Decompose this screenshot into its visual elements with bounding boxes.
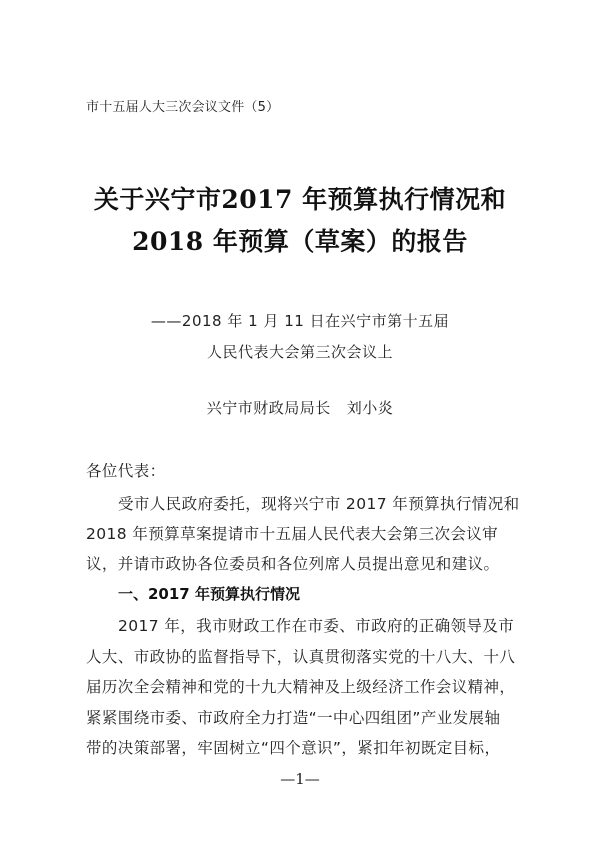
page-number: —1—	[280, 770, 320, 788]
file-label: 市十五届人大三次会议文件（5）	[86, 100, 280, 115]
subtitle-line-2: 人民代表大会第三次会议上	[206, 343, 393, 361]
subtitle-line-1: ——2018 年 1 月 11 日在兴宁市第十五届	[150, 312, 450, 330]
author-name: 刘小炎	[346, 399, 394, 417]
paragraph-2-line-5: 带的决策部署，牢固树立“四个意识”，紧扣年初既定目标，	[86, 739, 501, 757]
paragraph-1-line-2: 2018 年预算草案提请市十五届人民代表大会第三次会议审	[86, 525, 499, 543]
paragraph-1-line-3: 议，并请市政协各位委员和各位列席人员提出意见和建议。	[86, 555, 500, 573]
paragraph-2-line-1: 2017 年，我市财政工作在市委、市政府的正确领导及市	[118, 617, 515, 635]
paragraph-2-line-2: 人大、市政协的监督指导下，认真贯彻落实党的十八大、十八	[86, 648, 516, 666]
report-title-line-2: 2018 年预算（草案）的报告	[132, 227, 468, 256]
paragraph-2-line-3: 届历次全会精神和党的十九大精神及上级经济工作会议精神，	[86, 678, 516, 696]
author-position: 兴宁市财政局局长	[206, 399, 331, 417]
salutation: 各位代表：	[86, 462, 166, 480]
author-line	[0, 397, 600, 418]
paragraph-1-line-1: 受市人民政府委托，现将兴宁市 2017 年预算执行情况和	[118, 495, 520, 513]
paragraph-2-line-4: 紧紧围绕市委、市政府全力打造“一中心四组团”产业发展轴	[86, 709, 501, 727]
report-title-line-1: 关于兴宁市2017 年预算执行情况和	[93, 185, 507, 214]
section-heading-1: 一、2017 年预算执行情况	[118, 585, 300, 603]
